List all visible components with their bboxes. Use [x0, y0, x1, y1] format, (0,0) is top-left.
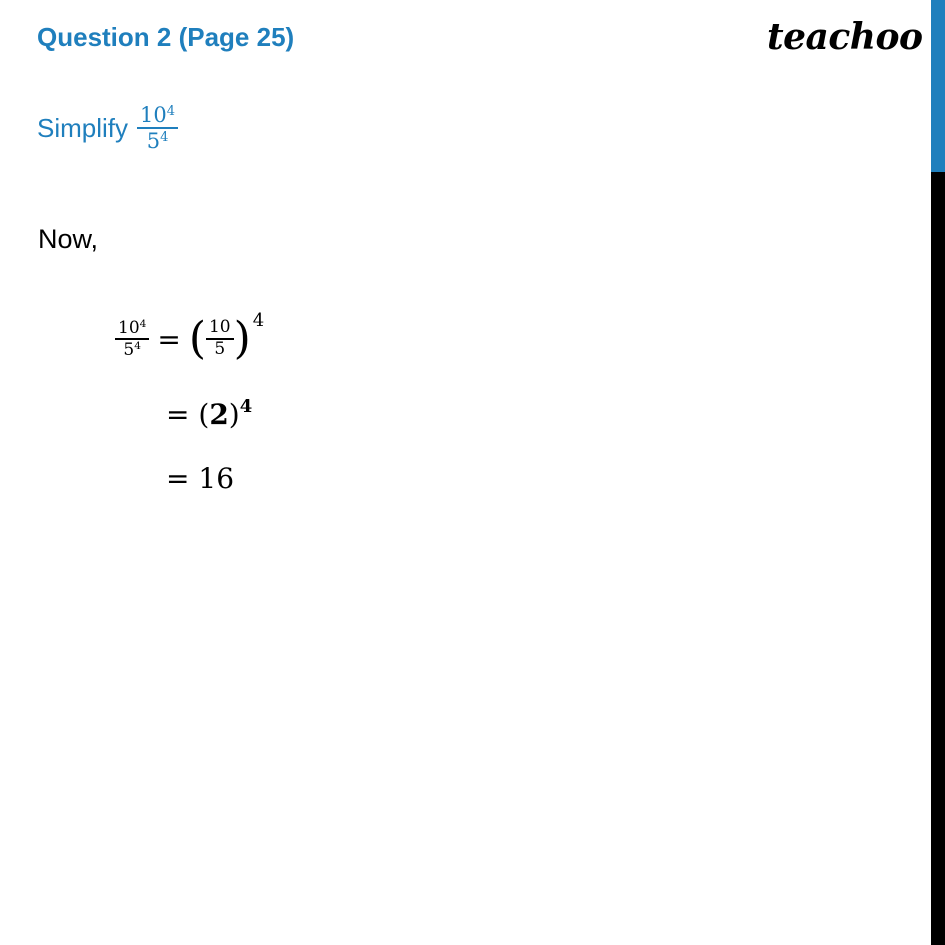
- equals-sign: =: [157, 322, 181, 356]
- solution-step-2: = $(2)^4$: [166, 396, 253, 431]
- left-paren: (: [188, 313, 206, 364]
- solution-intro: Now,: [38, 224, 99, 254]
- question-word: Simplify: [37, 112, 129, 143]
- solution-step-1: [115, 308, 264, 370]
- question-statement: [37, 96, 178, 160]
- right-paren: ): [233, 313, 251, 364]
- final-answer: 16: [198, 462, 235, 495]
- step2-base: 2: [209, 398, 229, 431]
- step2-exponent: 4: [239, 396, 253, 417]
- fraction-denominator: $5^4$: [146, 129, 169, 153]
- fraction-numerator: $10^4$: [137, 103, 178, 129]
- step1-lhs-fraction: $\frac{10^4}{5^4}$: [115, 318, 149, 361]
- question-fraction: [137, 103, 178, 153]
- equals-sign: =: [166, 398, 190, 431]
- equals-sign: =: [166, 462, 190, 495]
- step1-exponent: 4: [252, 310, 265, 331]
- solution-step-3: [166, 462, 234, 495]
- teachoo-logo: teachoo: [767, 16, 923, 58]
- page-title: Question 2 (Page 25): [37, 22, 295, 52]
- step1-rhs-fraction: $\frac{10}{5}$: [206, 318, 234, 359]
- side-bar-accent: [931, 0, 945, 172]
